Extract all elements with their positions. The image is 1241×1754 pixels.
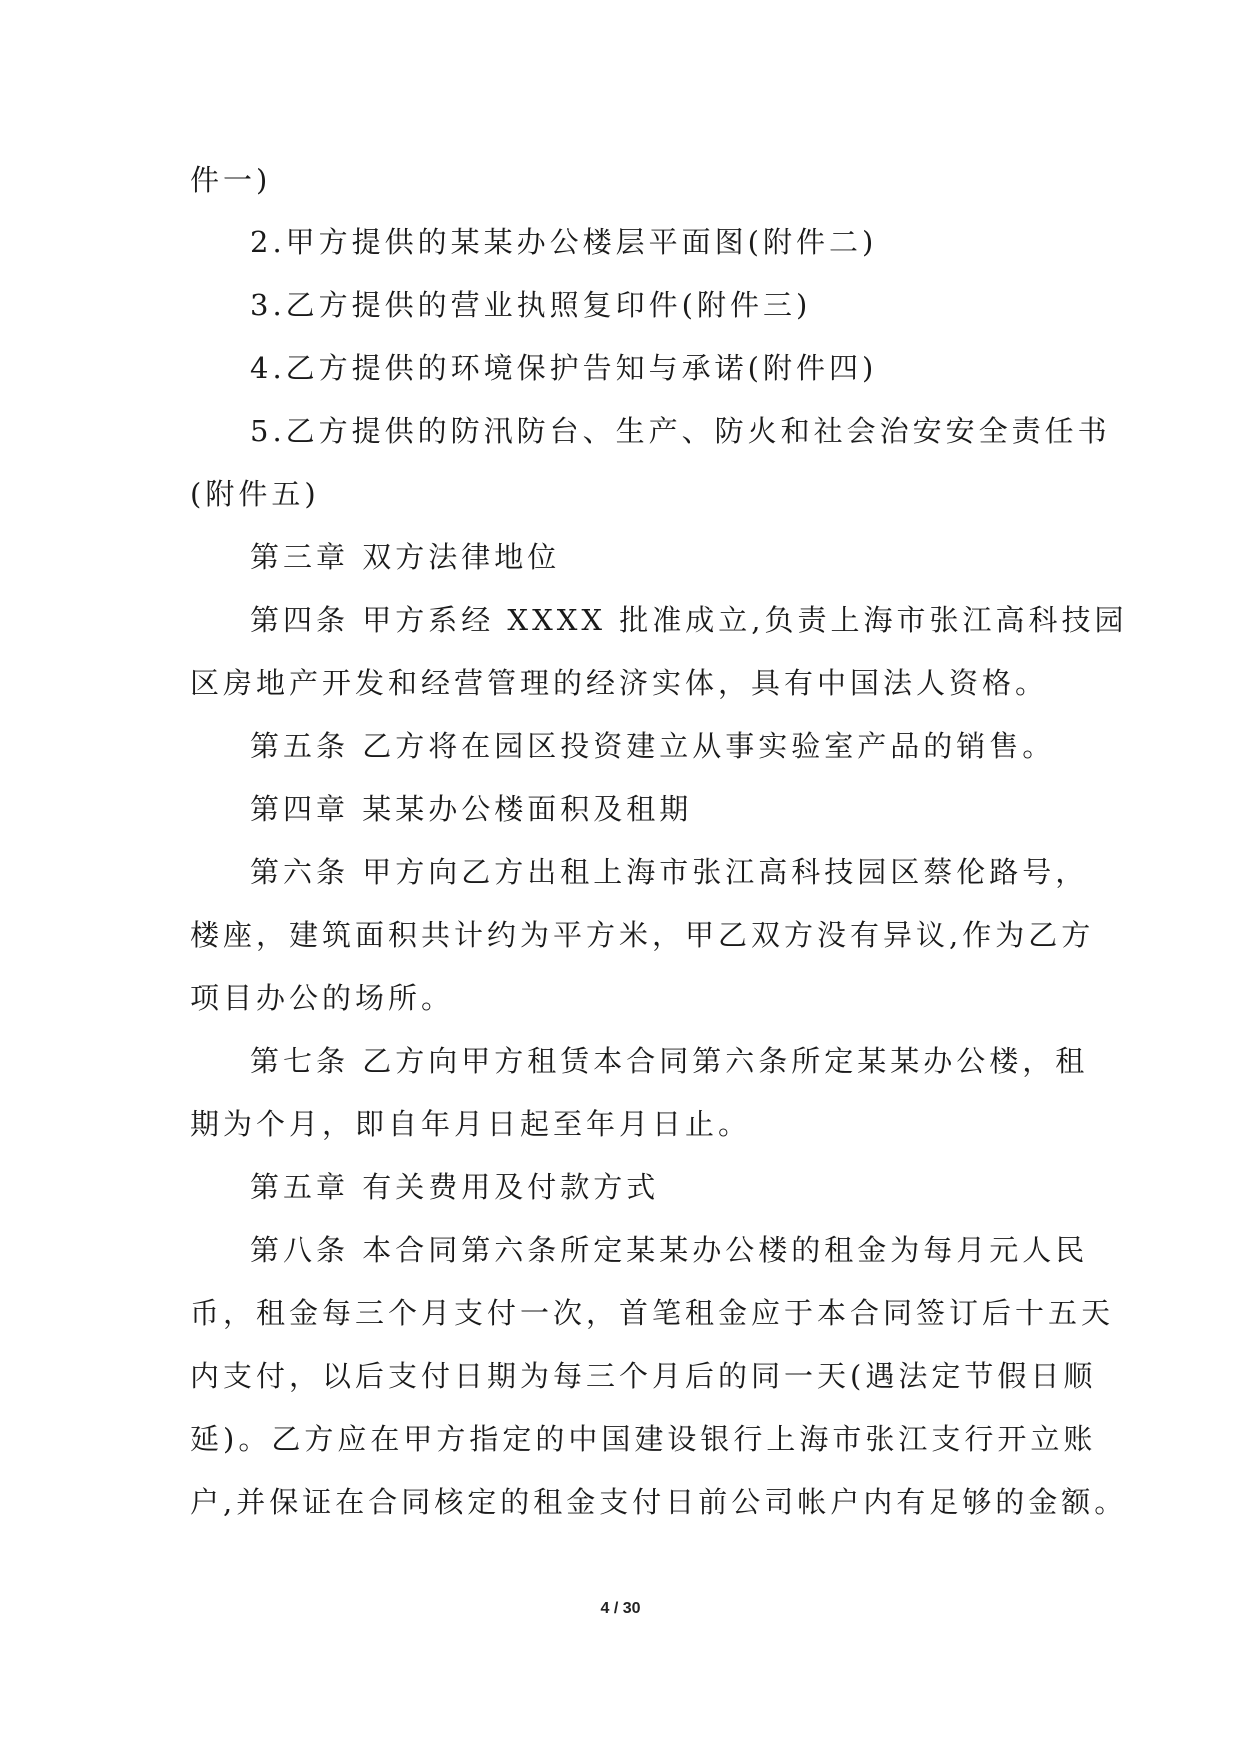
text-line: (附件五)	[190, 477, 320, 511]
text-line: 5.乙方提供的防汛防台、生产、防火和社会治安安全责任书	[250, 414, 1111, 448]
text-line: 第八条 本合同第六条所定某某办公楼的租金为每月元人民	[250, 1233, 1089, 1267]
text-line: 4.乙方提供的环境保护告知与承诺(附件四)	[250, 351, 878, 385]
text-line: 延)。乙方应在甲方指定的中国建设银行上海市张江支行开立账	[190, 1422, 1097, 1456]
text-line: 第四条 甲方系经 XXXX 批准成立,负责上海市张江高科技园	[250, 603, 1128, 637]
text-line: 期为个月，即自年月日起至年月日止。	[190, 1107, 752, 1141]
text-line: 楼座，建筑面积共计约为平方米，甲乙双方没有异议,作为乙方	[190, 918, 1095, 952]
text-line: 件一)	[190, 163, 272, 197]
text-line: 项目办公的场所。	[190, 981, 455, 1015]
page-number: 4 / 30	[600, 1600, 641, 1617]
text-line: 第六条 甲方向乙方出租上海市张江高科技园区蔡伦路号，	[250, 855, 1089, 889]
chapter-heading: 第三章 双方法律地位	[250, 540, 561, 574]
text-line: 内支付，以后支付日期为每三个月后的同一天(遇法定节假日顺	[190, 1359, 1097, 1393]
text-line: 币，租金每三个月支付一次，首笔租金应于本合同签订后十五天	[190, 1296, 1115, 1330]
text-line: 户,并保证在合同核定的租金支付日前公司帐户内有足够的金额。	[190, 1485, 1128, 1519]
text-line: 3.乙方提供的营业执照复印件(附件三)	[250, 288, 812, 322]
text-line: 2.甲方提供的某某办公楼层平面图(附件二)	[250, 225, 878, 259]
chapter-heading: 第五章 有关费用及付款方式	[250, 1170, 660, 1204]
text-line: 第七条 乙方向甲方租赁本合同第六条所定某某办公楼，租	[250, 1044, 1089, 1078]
text-line: 第五条 乙方将在园区投资建立从事实验室产品的销售。	[250, 729, 1056, 763]
text-line: 区房地产开发和经营管理的经济实体，具有中国法人资格。	[190, 666, 1049, 700]
chapter-heading: 第四章 某某办公楼面积及租期	[250, 792, 693, 826]
